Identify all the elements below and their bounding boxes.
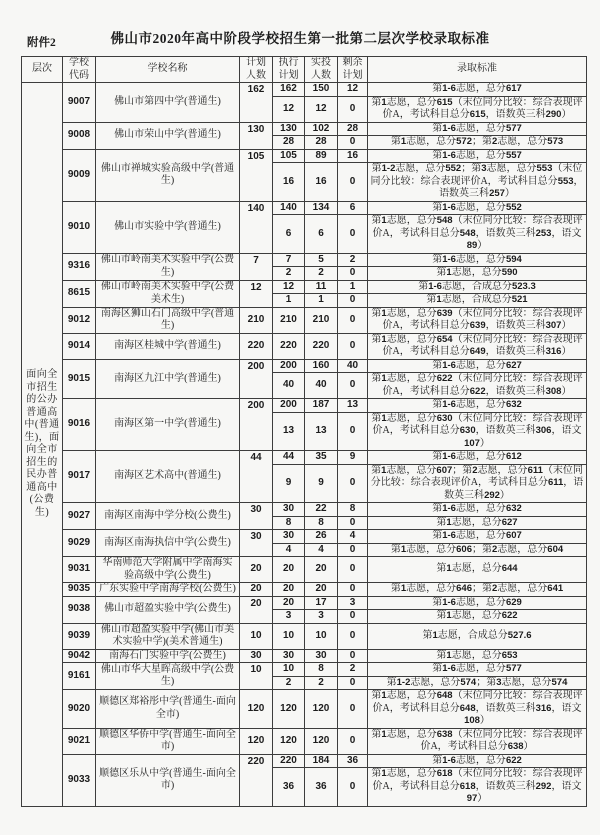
admission-standard-cell: 第1-6志愿，总分629 — [368, 596, 587, 610]
school-code-cell: 9014 — [63, 333, 96, 359]
header-level: 层次 — [22, 57, 63, 83]
planned-count-cell: 20 — [240, 583, 273, 597]
table-row — [22, 280, 587, 294]
school-name-cell: 南海区九江中学(普通生) — [96, 359, 240, 399]
remaining-plan-cell: 0 — [338, 373, 368, 399]
header-school-code: 学校代码 — [63, 57, 96, 83]
table-row — [22, 149, 587, 163]
actual-count-cell: 5 — [305, 253, 338, 267]
header-school-name: 学校名称 — [96, 57, 240, 83]
remaining-plan-cell: 0 — [338, 610, 368, 624]
remaining-plan-cell: 2 — [338, 253, 368, 267]
school-name-cell: 佛山市岭南美术实验中学(公费生) — [96, 253, 240, 280]
remaining-plan-cell: 0 — [338, 136, 368, 150]
executed-plan-cell: 20 — [273, 596, 305, 610]
school-name-cell: 南海区桂城中学(普通生) — [96, 333, 240, 359]
school-code-cell: 9012 — [63, 307, 96, 333]
actual-count-cell: 17 — [305, 596, 338, 610]
actual-count-cell: 8 — [305, 663, 338, 677]
admission-standard-cell: 第1-2志愿，总分574；第3志愿，总分574 — [368, 676, 587, 690]
admission-standard-cell: 第1志愿，总分653 — [368, 649, 587, 663]
actual-count-cell: 134 — [305, 201, 338, 215]
actual-count-cell: 22 — [305, 503, 338, 517]
admission-standard-cell: 第1-6志愿，总分557 — [368, 149, 587, 163]
school-code-cell: 9042 — [63, 649, 96, 663]
admission-standard-cell: 第1志愿，总分630（末位同分比较：综合表现评价A，考试科目总分630，语数英三科306，语文107） — [368, 412, 587, 451]
actual-count-cell: 40 — [305, 373, 338, 399]
table-row — [22, 451, 587, 465]
executed-plan-cell: 12 — [273, 96, 305, 122]
actual-count-cell: 16 — [305, 163, 338, 202]
executed-plan-cell: 1 — [273, 294, 305, 308]
executed-plan-cell: 44 — [273, 451, 305, 465]
header-row — [22, 57, 587, 83]
remaining-plan-cell: 0 — [338, 464, 368, 503]
executed-plan-cell: 9 — [273, 464, 305, 503]
actual-count-cell: 20 — [305, 583, 338, 597]
planned-count-cell: 220 — [240, 754, 273, 806]
actual-count-cell: 9 — [305, 464, 338, 503]
table-row — [22, 253, 587, 267]
school-code-cell: 9039 — [63, 623, 96, 649]
executed-plan-cell: 30 — [273, 503, 305, 517]
school-name-cell: 顺德区华侨中学(普通生-面向全市) — [96, 728, 240, 754]
actual-count-cell: 120 — [305, 690, 338, 729]
remaining-plan-cell: 4 — [338, 530, 368, 544]
planned-count-cell: 120 — [240, 728, 273, 754]
remaining-plan-cell: 3 — [338, 596, 368, 610]
actual-count-cell: 10 — [305, 623, 338, 649]
school-name-cell: 佛山市超盈实验中学(佛山市美术实验中学)(美术普通生) — [96, 623, 240, 649]
table-row — [22, 754, 587, 768]
actual-count-cell: 12 — [305, 96, 338, 122]
admission-standard-cell: 第1-6志愿，总分632 — [368, 399, 587, 413]
actual-count-cell: 1 — [305, 294, 338, 308]
planned-count-cell: 130 — [240, 122, 273, 149]
executed-plan-cell: 4 — [273, 543, 305, 557]
admission-standard-cell: 第1志愿，总分548（末位同分比较：综合表现评价A，考试科目总分548，语数英三科253，语文89） — [368, 215, 587, 254]
remaining-plan-cell: 0 — [338, 557, 368, 583]
header-admission-standard: 录取标准 — [368, 57, 587, 83]
remaining-plan-cell: 0 — [338, 676, 368, 690]
actual-count-cell: 8 — [305, 516, 338, 530]
remaining-plan-cell: 0 — [338, 96, 368, 122]
planned-count-cell: 10 — [240, 663, 273, 690]
admission-standard-cell: 第1志愿，总分606；第2志愿，总分604 — [368, 543, 587, 557]
school-code-cell: 9007 — [63, 83, 96, 123]
executed-plan-cell: 162 — [273, 83, 305, 97]
actual-count-cell: 210 — [305, 307, 338, 333]
remaining-plan-cell: 1 — [338, 280, 368, 294]
actual-count-cell: 20 — [305, 557, 338, 583]
remaining-plan-cell: 0 — [338, 307, 368, 333]
admission-standard-cell: 第1-6志愿，总分552 — [368, 201, 587, 215]
actual-count-cell: 26 — [305, 530, 338, 544]
executed-plan-cell: 210 — [273, 307, 305, 333]
admission-standard-cell: 第1-6志愿，总分627 — [368, 359, 587, 373]
admission-standard-cell: 第1志愿，总分622（末位同分比较：综合表现评价A，考试科目总分622，语数英三科308） — [368, 373, 587, 399]
remaining-plan-cell: 0 — [338, 768, 368, 807]
table-row — [22, 201, 587, 215]
executed-plan-cell: 130 — [273, 122, 305, 136]
table-row — [22, 557, 587, 583]
remaining-plan-cell: 0 — [338, 215, 368, 254]
executed-plan-cell: 220 — [273, 333, 305, 359]
executed-plan-cell: 28 — [273, 136, 305, 150]
planned-count-cell: 44 — [240, 451, 273, 503]
executed-plan-cell: 16 — [273, 163, 305, 202]
planned-count-cell: 30 — [240, 649, 273, 663]
admission-standard-cell: 第1志愿，总分615（末位同分比较：综合表现评价A，考试科目总分615，语数英三科290） — [368, 96, 587, 122]
school-name-cell: 佛山市超盈实验中学(公费生) — [96, 596, 240, 623]
executed-plan-cell: 200 — [273, 399, 305, 413]
school-name-cell: 南海区艺术高中(普通生) — [96, 451, 240, 503]
table-row — [22, 399, 587, 413]
school-name-cell: 佛山市第四中学(普通生) — [96, 83, 240, 123]
planned-count-cell: 220 — [240, 333, 273, 359]
school-name-cell: 佛山市荣山中学(普通生) — [96, 122, 240, 149]
school-code-cell: 9017 — [63, 451, 96, 503]
school-name-cell: 南海区第一中学(普通生) — [96, 399, 240, 451]
school-code-cell: 9029 — [63, 530, 96, 557]
table-row — [22, 503, 587, 517]
executed-plan-cell: 10 — [273, 663, 305, 677]
admission-standard-cell: 第1-6志愿，总分594 — [368, 253, 587, 267]
executed-plan-cell: 36 — [273, 768, 305, 807]
header-remaining-plan: 剩余计划 — [338, 57, 368, 83]
actual-count-cell: 120 — [305, 728, 338, 754]
school-name-cell: 佛山市华大星晖高级中学(公费生) — [96, 663, 240, 690]
actual-count-cell: 36 — [305, 768, 338, 807]
executed-plan-cell: 13 — [273, 412, 305, 451]
executed-plan-cell: 140 — [273, 201, 305, 215]
level-cell: 面向全市招生的公办普通高中(普通生)，面向全市招生的民办普通高中(公费生) — [22, 83, 63, 807]
actual-count-cell: 2 — [305, 267, 338, 281]
school-code-cell: 9021 — [63, 728, 96, 754]
admission-standards-table — [21, 56, 587, 807]
table-row — [22, 307, 587, 333]
actual-count-cell: 102 — [305, 122, 338, 136]
executed-plan-cell: 10 — [273, 623, 305, 649]
table-row — [22, 649, 587, 663]
admission-standard-cell: 第1-6志愿，总分632 — [368, 503, 587, 517]
remaining-plan-cell: 0 — [338, 543, 368, 557]
actual-count-cell: 150 — [305, 83, 338, 97]
actual-count-cell: 11 — [305, 280, 338, 294]
admission-standard-cell: 第1-6志愿，总分607 — [368, 530, 587, 544]
admission-standard-cell: 第1志愿，总分639（末位同分比较：综合表现评价A，考试科目总分639，语数英三科307） — [368, 307, 587, 333]
remaining-plan-cell: 40 — [338, 359, 368, 373]
planned-count-cell: 20 — [240, 596, 273, 623]
remaining-plan-cell: 12 — [338, 83, 368, 97]
header-planned-count: 计划人数 — [240, 57, 273, 83]
executed-plan-cell: 105 — [273, 149, 305, 163]
admission-standard-cell: 第1志愿，合成总分521 — [368, 294, 587, 308]
remaining-plan-cell: 6 — [338, 201, 368, 215]
remaining-plan-cell: 0 — [338, 516, 368, 530]
actual-count-cell: 220 — [305, 333, 338, 359]
table-row — [22, 122, 587, 136]
planned-count-cell: 200 — [240, 359, 273, 399]
planned-count-cell: 12 — [240, 280, 273, 307]
school-code-cell: 9033 — [63, 754, 96, 806]
actual-count-cell: 184 — [305, 754, 338, 768]
table-row — [22, 596, 587, 610]
remaining-plan-cell: 0 — [338, 333, 368, 359]
executed-plan-cell: 200 — [273, 359, 305, 373]
admission-standard-cell: 第1志愿，总分644 — [368, 557, 587, 583]
executed-plan-cell: 2 — [273, 267, 305, 281]
executed-plan-cell: 20 — [273, 557, 305, 583]
remaining-plan-cell: 0 — [338, 583, 368, 597]
remaining-plan-cell: 0 — [338, 623, 368, 649]
admission-standard-cell: 第1志愿，合成总分527.6 — [368, 623, 587, 649]
remaining-plan-cell: 0 — [338, 294, 368, 308]
table-row — [22, 583, 587, 597]
document-page — [0, 27, 600, 807]
executed-plan-cell: 20 — [273, 583, 305, 597]
school-name-cell: 南海石门实验中学(公费生) — [96, 649, 240, 663]
actual-count-cell: 3 — [305, 610, 338, 624]
actual-count-cell: 187 — [305, 399, 338, 413]
remaining-plan-cell: 13 — [338, 399, 368, 413]
remaining-plan-cell: 0 — [338, 267, 368, 281]
admission-standard-cell: 第1志愿，总分646；第2志愿，总分641 — [368, 583, 587, 597]
admission-standard-cell: 第1志愿，总分607；第2志愿，总分611（末位同分比较：综合表现评价A，考试科目总分611，语数英三科292） — [368, 464, 587, 503]
executed-plan-cell: 120 — [273, 728, 305, 754]
planned-count-cell: 200 — [240, 399, 273, 451]
planned-count-cell: 20 — [240, 557, 273, 583]
admission-standard-cell: 第1-2志愿，总分552；第3志愿，总分553（末位同分比较：综合表现评价A，考试科目总分553，语数英三科257） — [368, 163, 587, 202]
school-name-cell: 南海区狮山石门高级中学(普通生) — [96, 307, 240, 333]
remaining-plan-cell: 2 — [338, 663, 368, 677]
remaining-plan-cell: 0 — [338, 728, 368, 754]
admission-standard-cell: 第1-6志愿，总分612 — [368, 451, 587, 465]
executed-plan-cell: 3 — [273, 610, 305, 624]
school-code-cell: 9020 — [63, 690, 96, 729]
planned-count-cell: 120 — [240, 690, 273, 729]
admission-standard-cell: 第1志愿，总分648（末位同分比较：综合表现评价A，考试科目总分648，语数英三科316，语文108） — [368, 690, 587, 729]
page-title: 佛山市2020年高中阶段学校招生第一批第二层次学校录取标准 — [110, 31, 490, 46]
school-name-cell: 佛山市禅城实验高级中学(普通生) — [96, 149, 240, 201]
executed-plan-cell: 12 — [273, 280, 305, 294]
school-code-cell: 9010 — [63, 201, 96, 253]
planned-count-cell: 162 — [240, 83, 273, 123]
planned-count-cell: 105 — [240, 149, 273, 201]
actual-count-cell: 160 — [305, 359, 338, 373]
school-name-cell: 佛山市岭南美术实验中学(公费美术生) — [96, 280, 240, 307]
executed-plan-cell: 7 — [273, 253, 305, 267]
executed-plan-cell: 30 — [273, 530, 305, 544]
actual-count-cell: 35 — [305, 451, 338, 465]
school-code-cell: 9038 — [63, 596, 96, 623]
actual-count-cell: 28 — [305, 136, 338, 150]
table-row — [22, 663, 587, 677]
remaining-plan-cell: 36 — [338, 754, 368, 768]
admission-standard-cell: 第1志愿，总分618（末位同分比较：综合表现评价A，考试科目总分618，语数英三科292，语文97） — [368, 768, 587, 807]
school-code-cell: 8615 — [63, 280, 96, 307]
executed-plan-cell: 2 — [273, 676, 305, 690]
admission-standard-cell: 第1-6志愿，总分577 — [368, 122, 587, 136]
actual-count-cell: 6 — [305, 215, 338, 254]
table-row — [22, 333, 587, 359]
executed-plan-cell: 8 — [273, 516, 305, 530]
admission-standard-cell: 第1志愿，总分572；第2志愿，总分573 — [368, 136, 587, 150]
table-row — [22, 623, 587, 649]
planned-count-cell: 7 — [240, 253, 273, 280]
planned-count-cell: 10 — [240, 623, 273, 649]
school-code-cell: 9027 — [63, 503, 96, 530]
executed-plan-cell: 220 — [273, 754, 305, 768]
school-code-cell: 9161 — [63, 663, 96, 690]
admission-standard-cell: 第1志愿，总分627 — [368, 516, 587, 530]
executed-plan-cell: 30 — [273, 649, 305, 663]
admission-standard-cell: 第1-6志愿，总分622 — [368, 754, 587, 768]
school-code-cell: 9035 — [63, 583, 96, 597]
admission-standard-cell: 第1志愿，总分638（末位同分比较：综合表现评价A，考试科目总分638） — [368, 728, 587, 754]
actual-count-cell: 30 — [305, 649, 338, 663]
school-code-cell: 9009 — [63, 149, 96, 201]
executed-plan-cell: 40 — [273, 373, 305, 399]
planned-count-cell: 30 — [240, 503, 273, 530]
table-row — [22, 690, 587, 729]
remaining-plan-cell: 0 — [338, 690, 368, 729]
admission-standard-cell: 第1-6志愿，合成总分523.3 — [368, 280, 587, 294]
table-row — [22, 359, 587, 373]
header-executed-plan: 执行计划 — [273, 57, 305, 83]
admission-standard-cell: 第1-6志愿，总分617 — [368, 83, 587, 97]
actual-count-cell: 13 — [305, 412, 338, 451]
table-row — [22, 728, 587, 754]
remaining-plan-cell: 16 — [338, 149, 368, 163]
header-actual-count: 实投人数 — [305, 57, 338, 83]
table-row — [22, 83, 587, 97]
school-name-cell: 顺德区乐从中学(普通生-面向全市) — [96, 754, 240, 806]
remaining-plan-cell: 8 — [338, 503, 368, 517]
remaining-plan-cell: 0 — [338, 412, 368, 451]
school-code-cell: 9031 — [63, 557, 96, 583]
executed-plan-cell: 6 — [273, 215, 305, 254]
actual-count-cell: 89 — [305, 149, 338, 163]
executed-plan-cell: 120 — [273, 690, 305, 729]
school-name-cell: 南海区南海执信中学(公费生) — [96, 530, 240, 557]
remaining-plan-cell: 0 — [338, 649, 368, 663]
admission-standard-cell: 第1志愿，总分622 — [368, 610, 587, 624]
table-row — [22, 530, 587, 544]
remaining-plan-cell: 28 — [338, 122, 368, 136]
school-name-cell: 华南师范大学附属中学南海实验高级中学(公费生) — [96, 557, 240, 583]
admission-standard-cell: 第1-6志愿，总分577 — [368, 663, 587, 677]
school-name-cell: 佛山市实验中学(普通生) — [96, 201, 240, 253]
admission-standard-cell: 第1志愿，总分654（末位同分比较：综合表现评价A，考试科目总分649，语数英三科316） — [368, 333, 587, 359]
school-name-cell: 顺德区郑裕彤中学(普通生-面向全市) — [96, 690, 240, 729]
attachment-label: 附件2 — [27, 37, 56, 49]
planned-count-cell: 140 — [240, 201, 273, 253]
remaining-plan-cell: 9 — [338, 451, 368, 465]
planned-count-cell: 210 — [240, 307, 273, 333]
school-code-cell: 9008 — [63, 122, 96, 149]
school-name-cell: 南海区南海中学分校(公费生) — [96, 503, 240, 530]
remaining-plan-cell: 0 — [338, 163, 368, 202]
school-code-cell: 9015 — [63, 359, 96, 399]
school-name-cell: 广东实验中学南海学校(公费生) — [96, 583, 240, 597]
actual-count-cell: 4 — [305, 543, 338, 557]
school-code-cell: 9016 — [63, 399, 96, 451]
actual-count-cell: 2 — [305, 676, 338, 690]
admission-standard-cell: 第1志愿，总分590 — [368, 267, 587, 281]
planned-count-cell: 30 — [240, 530, 273, 557]
school-code-cell: 9316 — [63, 253, 96, 280]
